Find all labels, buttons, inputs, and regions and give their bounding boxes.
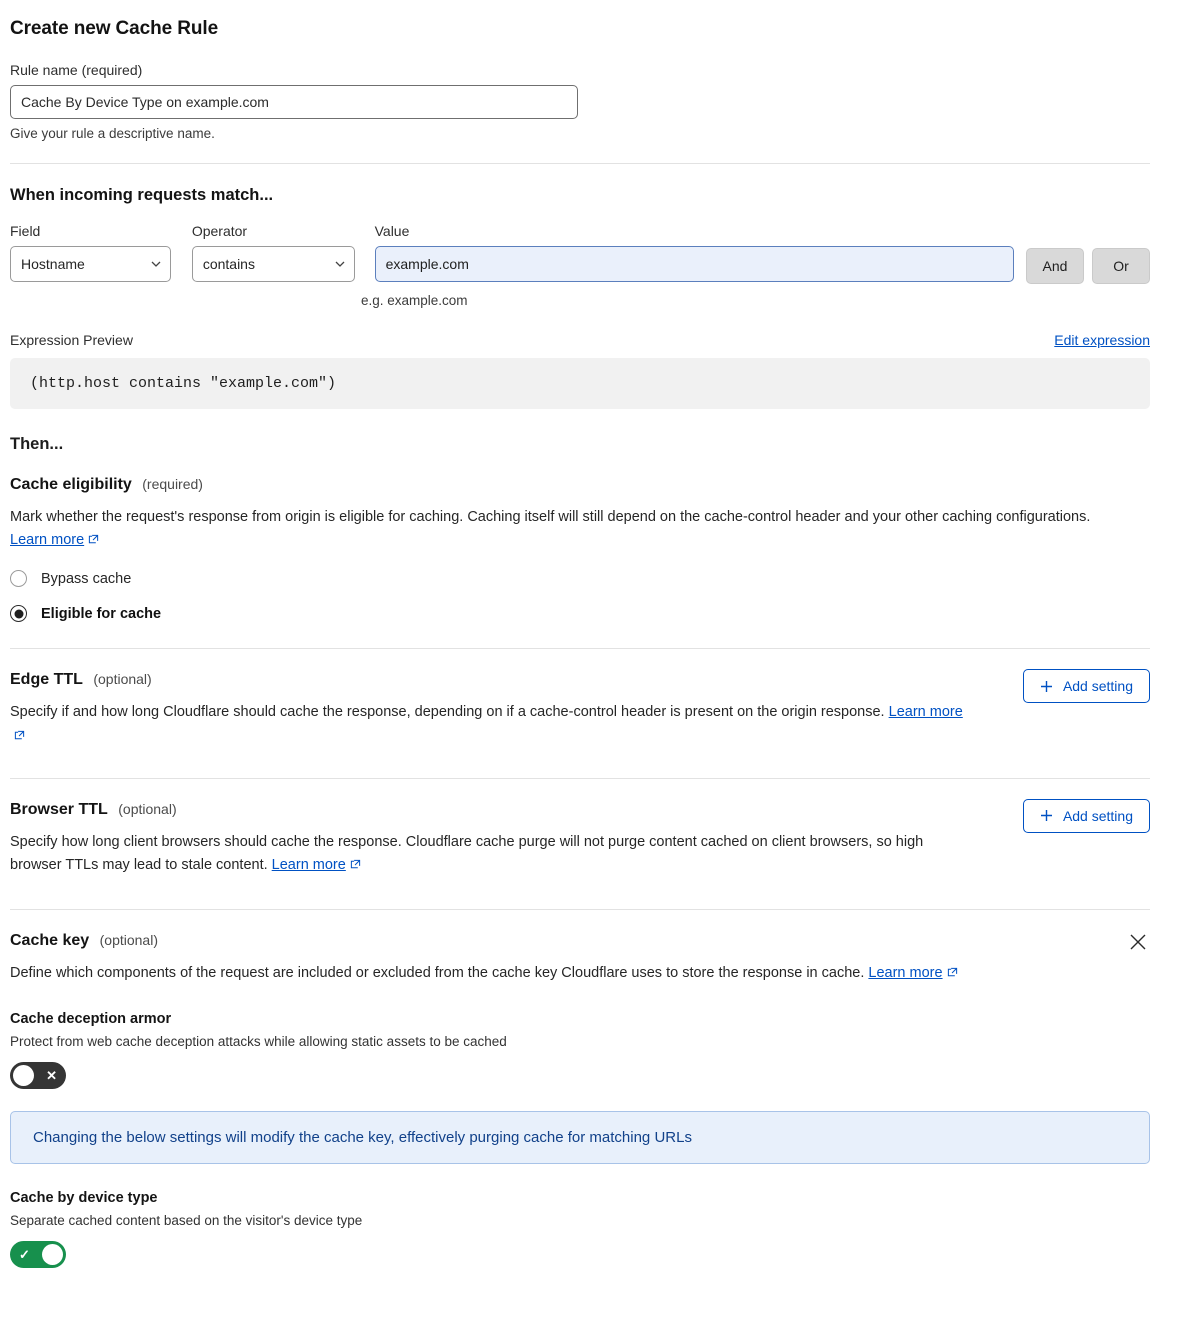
toggle-mark: ✕: [46, 1067, 57, 1083]
chevron-down-icon: [151, 259, 161, 269]
match-row: [10, 223, 1150, 284]
expression-header: [10, 332, 1150, 348]
edit-expression-link[interactable]: Edit expression: [1054, 332, 1150, 348]
operator-select[interactable]: [192, 246, 355, 282]
radio-option-bypass-cache[interactable]: [10, 570, 1150, 587]
browser-ttl-section: [10, 779, 1150, 877]
cache-by-device-type-description: Separate cached content based on the visitor's device type: [10, 1213, 363, 1229]
cache-deception-armor-description: Protect from web cache deception attacks while allowing static assets to be cached: [10, 1034, 507, 1050]
cache-eligibility-title: Cache eligibility: [10, 476, 132, 493]
cache-deception-armor-toggle[interactable]: [10, 1062, 66, 1089]
operator-select-value: contains: [202, 256, 255, 272]
edge-ttl-optional: (optional): [93, 671, 152, 688]
or-button[interactable]: Or: [1092, 248, 1150, 284]
radio-option-eligible-for-cache[interactable]: [10, 605, 1150, 622]
edge-ttl-description-text: Specify if and how long Cloudflare should cache the response, depending on if a cache-control header is present on the origin response.: [10, 704, 885, 721]
and-button[interactable]: And: [1026, 248, 1084, 284]
rule-name-input[interactable]: [10, 85, 578, 119]
value-hint: e.g. example.com: [361, 293, 468, 308]
close-icon[interactable]: [1128, 932, 1148, 952]
cache-key-section: [10, 910, 1150, 1268]
match-heading: When incoming requests match...: [10, 186, 274, 204]
divider-1: [10, 163, 1150, 164]
radio-label: Bypass cache: [41, 570, 132, 587]
add-setting-label: Add setting: [1062, 807, 1133, 824]
radio-icon[interactable]: [10, 570, 27, 587]
radio-label: Eligible for cache: [41, 605, 162, 622]
browser-ttl-optional: (optional): [118, 800, 177, 817]
cache-eligibility-section: [10, 476, 1150, 622]
chevron-down-icon: [335, 259, 345, 269]
rule-name-label: Rule name (required): [10, 62, 143, 78]
rule-name-group: [10, 62, 1150, 141]
rule-name-helper: Give your rule a descriptive name.: [10, 126, 215, 141]
value-column: [375, 223, 1014, 282]
and-or-group: [1026, 248, 1150, 284]
cache-by-device-type-toggle[interactable]: [10, 1241, 66, 1268]
external-link-icon: [350, 859, 361, 870]
value-input[interactable]: [375, 246, 1014, 282]
cache-key-learn-more-link[interactable]: Learn more: [868, 965, 943, 982]
edge-ttl-learn-more-link[interactable]: Learn more: [888, 704, 963, 721]
browser-ttl-header: [10, 801, 1150, 819]
radio-icon[interactable]: [10, 605, 27, 622]
cache-key-header: [10, 932, 1150, 950]
cache-key-optional: (optional): [99, 932, 158, 949]
browser-ttl-learn-more-link[interactable]: Learn more: [271, 856, 346, 873]
cache-key-title: Cache key: [10, 932, 90, 950]
toggle-knob: [13, 1065, 34, 1086]
cache-deception-armor-title: Cache deception armor: [10, 1011, 172, 1028]
expression-preview-label: Expression Preview: [10, 332, 133, 348]
cache-eligibility-description: [10, 506, 1130, 552]
toggle-mark: ✓: [19, 1246, 30, 1262]
cache-eligibility-description-text: Mark whether the request's response from origin is eligible for caching. Caching itself will still depend on the cache-control header and your other caching configurations.: [10, 509, 1091, 525]
value-label: Value: [374, 223, 410, 239]
cache-eligibility-learn-more-link[interactable]: Learn more: [10, 532, 85, 549]
cache-by-device-type-title: Cache by device type: [10, 1190, 158, 1207]
add-setting-label: Add setting: [1062, 678, 1133, 695]
edge-ttl-description: [10, 701, 970, 747]
cache-eligibility-required: (required): [142, 476, 203, 492]
cache-eligibility-header: [10, 476, 1150, 494]
plus-icon: [1040, 809, 1053, 822]
edge-ttl-section: [10, 649, 1150, 747]
external-link-icon: [14, 730, 25, 741]
cache-key-notice: Changing the below settings will modify the cache key, effectively purging cache for matching URLs: [10, 1111, 1150, 1164]
browser-ttl-title: Browser TTL: [10, 800, 108, 818]
browser-ttl-description-text: Specify how long client browsers should cache the response. Cloudflare cache purge will not purge content cached on client browsers, so high browser TTLs may lead to stale content.: [10, 833, 924, 873]
field-select-value: Hostname: [21, 256, 85, 272]
external-link-icon: [947, 967, 958, 978]
edge-ttl-title: Edge TTL: [10, 671, 83, 689]
operator-label: Operator: [191, 223, 248, 239]
edge-ttl-header: [10, 671, 1150, 689]
external-link-icon: [88, 534, 99, 545]
field-label: Field: [10, 223, 41, 239]
edge-ttl-add-setting-button[interactable]: [1023, 669, 1150, 703]
operator-column: [192, 223, 355, 282]
cache-key-description-text: Define which components of the request are included or excluded from the cache key Cloudflare uses to store the response in cache.: [10, 965, 865, 982]
toggle-knob: [42, 1244, 63, 1265]
page-title: Create new Cache Rule: [10, 18, 219, 39]
expression-preview: (http.host contains "example.com"): [10, 358, 1150, 409]
field-column: [10, 223, 171, 282]
browser-ttl-description: [10, 831, 960, 877]
browser-ttl-add-setting-button[interactable]: [1023, 799, 1150, 833]
field-select[interactable]: [10, 246, 171, 282]
cache-key-description: [10, 962, 1130, 985]
then-heading: Then...: [10, 435, 64, 453]
plus-icon: [1040, 680, 1053, 693]
